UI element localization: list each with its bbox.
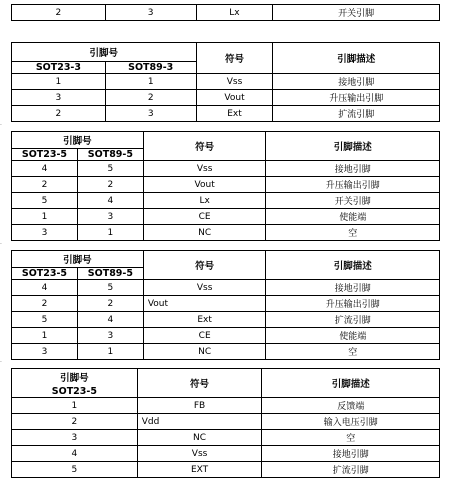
description-cell: 升压输出引脚 (273, 90, 440, 106)
description-header: 引脚描述 (266, 132, 440, 161)
pin-cell: 3 (105, 5, 196, 21)
pin-cell: 4 (77, 312, 143, 328)
table-row (12, 462, 440, 478)
symbol-cell: Vss (143, 161, 266, 177)
table-row (12, 398, 440, 414)
table-row (12, 430, 440, 446)
pin-cell: 4 (12, 280, 78, 296)
pin-cell: 1 (77, 225, 143, 241)
pin-table-partial (11, 4, 440, 21)
package-header: SOT89-5 (77, 268, 143, 280)
description-cell: 扩流引脚 (273, 106, 440, 122)
symbol-cell: Vss (196, 74, 273, 90)
description-cell: 开关引脚 (266, 193, 440, 209)
pin-cell: 2 (12, 106, 106, 122)
pin-cell: 4 (12, 161, 78, 177)
pin-cell: 1 (105, 74, 196, 90)
pin-cell: 3 (12, 90, 106, 106)
pin-number-header: 引脚号 (12, 132, 144, 149)
package-header: SOT23-5 (12, 149, 78, 161)
pin-cell: 5 (12, 462, 138, 478)
pin-table-sot23-5-lx (11, 131, 440, 241)
pin-cell: 1 (12, 328, 78, 344)
description-cell: 空 (262, 430, 440, 446)
pin-cell: 5 (77, 161, 143, 177)
margin-mark: · (0, 122, 2, 129)
table-row (12, 161, 440, 177)
symbol-cell: Vout (143, 177, 266, 193)
description-cell: 输入电压引脚 (262, 414, 440, 430)
margin-mark: · (0, 359, 2, 366)
package-header: SOT89-3 (105, 62, 196, 74)
pin-cell: 2 (77, 177, 143, 193)
pin-cell: 2 (12, 296, 78, 312)
symbol-cell: NC (137, 430, 262, 446)
table-row (12, 312, 440, 328)
description-cell: 接地引脚 (266, 161, 440, 177)
package-header: SOT23-5 (12, 386, 138, 398)
pin-number-header: 引脚号 (12, 251, 144, 268)
pin-cell: 5 (77, 280, 143, 296)
pin-cell: 2 (77, 296, 143, 312)
pin-cell: 3 (105, 106, 196, 122)
pin-cell: 2 (12, 177, 78, 193)
symbol-cell: Ext (196, 106, 273, 122)
table-row (12, 225, 440, 241)
symbol-cell: Vdd (137, 414, 262, 430)
description-cell: 空 (266, 225, 440, 241)
pin-cell: 4 (12, 446, 138, 462)
pin-cell: 3 (77, 328, 143, 344)
pin-number-header: 引脚号 (12, 369, 138, 386)
table-row (12, 5, 440, 21)
table-row (12, 328, 440, 344)
table-row (12, 344, 440, 360)
description-cell: 接地引脚 (266, 280, 440, 296)
table-row (12, 106, 440, 122)
symbol-header: 符号 (143, 251, 266, 280)
package-header: SOT23-5 (12, 268, 78, 280)
table-row (12, 177, 440, 193)
pin-cell: 2 (12, 414, 138, 430)
table-row (12, 414, 440, 430)
package-header: SOT23-3 (12, 62, 106, 74)
symbol-cell: FB (137, 398, 262, 414)
description-cell: 升压输出引脚 (266, 177, 440, 193)
symbol-cell: CE (143, 328, 266, 344)
table-row (12, 193, 440, 209)
symbol-header: 符号 (196, 43, 273, 74)
margin-mark: · (0, 241, 2, 248)
description-header: 引脚描述 (273, 43, 440, 74)
pin-table-sot23-3 (11, 42, 440, 122)
description-cell: 使能端 (266, 328, 440, 344)
description-cell: 空 (266, 344, 440, 360)
description-cell: 扩流引脚 (266, 312, 440, 328)
table-row (12, 296, 440, 312)
table-row (12, 446, 440, 462)
symbol-cell: Vss (137, 446, 262, 462)
description-cell: 开关引脚 (273, 5, 440, 21)
description-cell: 使能端 (266, 209, 440, 225)
package-header: SOT89-5 (77, 149, 143, 161)
pin-cell: 1 (12, 398, 138, 414)
symbol-cell: Vss (143, 280, 266, 296)
symbol-cell: EXT (137, 462, 262, 478)
pin-cell: 3 (77, 209, 143, 225)
pin-cell: 2 (105, 90, 196, 106)
pin-cell: 1 (12, 209, 78, 225)
pin-number-header: 引脚号 (12, 43, 197, 62)
description-header: 引脚描述 (266, 251, 440, 280)
symbol-cell: Lx (143, 193, 266, 209)
symbol-cell: CE (143, 209, 266, 225)
description-header: 引脚描述 (262, 369, 440, 398)
pin-cell: 4 (77, 193, 143, 209)
table-row (12, 90, 440, 106)
symbol-cell: Lx (196, 5, 273, 21)
pin-cell: 5 (12, 312, 78, 328)
symbol-cell: NC (143, 344, 266, 360)
pin-cell: 3 (12, 344, 78, 360)
description-cell: 扩流引脚 (262, 462, 440, 478)
symbol-cell: NC (143, 225, 266, 241)
pin-cell: 1 (12, 74, 106, 90)
pin-cell: 1 (77, 344, 143, 360)
symbol-cell: Vout (143, 296, 266, 312)
pin-table-sot23-5-ext (11, 250, 440, 360)
pin-cell: 3 (12, 225, 78, 241)
pin-cell: 3 (12, 430, 138, 446)
description-cell: 升压输出引脚 (266, 296, 440, 312)
pin-table-sot23-5-fb (11, 368, 440, 478)
description-cell: 接地引脚 (273, 74, 440, 90)
symbol-cell: Ext (143, 312, 266, 328)
table-row (12, 74, 440, 90)
table-row (12, 280, 440, 296)
symbol-header: 符号 (137, 369, 262, 398)
description-cell: 接地引脚 (262, 446, 440, 462)
symbol-cell: Vout (196, 90, 273, 106)
symbol-header: 符号 (143, 132, 266, 161)
table-row (12, 209, 440, 225)
pin-cell: 2 (12, 5, 106, 21)
pin-cell: 5 (12, 193, 78, 209)
description-cell: 反馈端 (262, 398, 440, 414)
